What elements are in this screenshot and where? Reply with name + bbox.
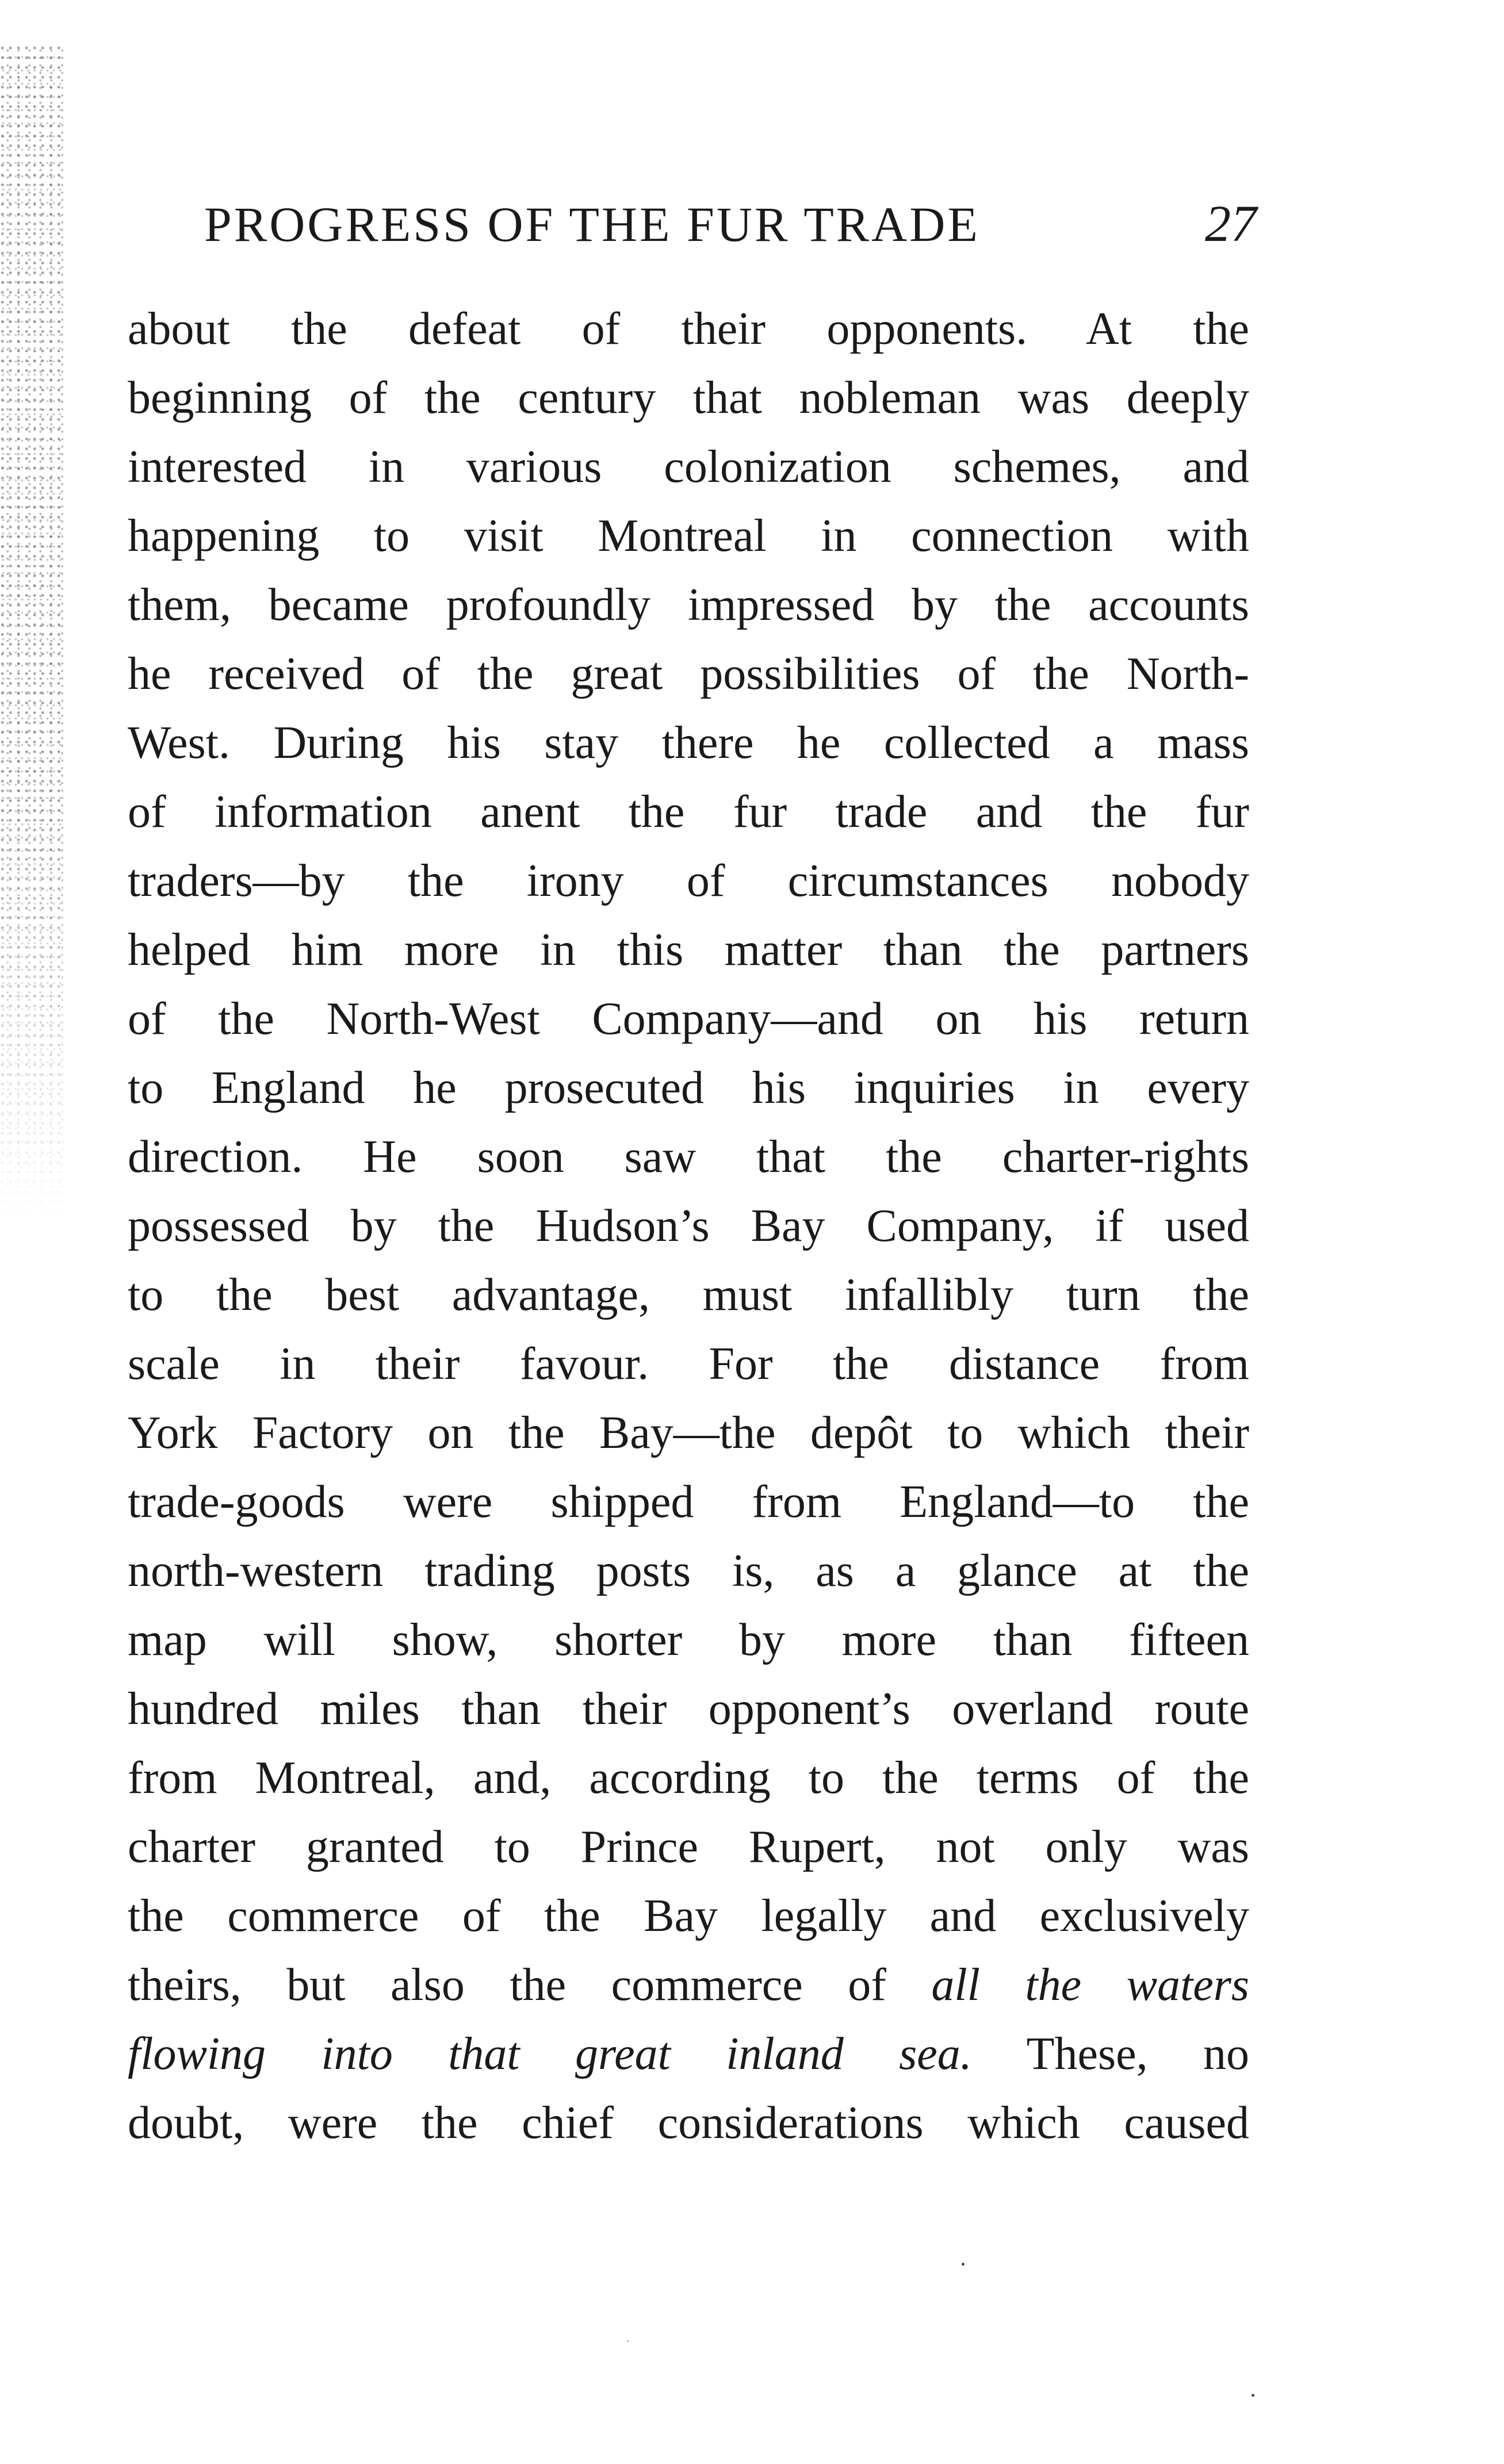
text-run: interested in various colonization schemes, and bbox=[128, 442, 1249, 492]
text-run: West. During his stay there he collected a mass bbox=[128, 718, 1249, 768]
text-run: north-western trading posts is, as a glance at the bbox=[128, 1546, 1249, 1596]
text-run: These, no bbox=[971, 2029, 1249, 2079]
text-line bbox=[128, 432, 1249, 501]
paper-speck bbox=[962, 2263, 965, 2266]
text-line bbox=[128, 777, 1249, 846]
text-line bbox=[128, 501, 1249, 570]
text-line bbox=[128, 1605, 1249, 1674]
body-text bbox=[128, 294, 1249, 2158]
text-run: York Factory on the Bay—the depôt to which their bbox=[128, 1408, 1249, 1458]
running-head bbox=[204, 190, 1257, 259]
page-binding-edge bbox=[0, 46, 63, 1225]
text-run: beginning of the century that nobleman was deeply bbox=[128, 373, 1249, 423]
text-run: doubt, were the chief considerations which caused bbox=[128, 2098, 1249, 2148]
text-run: map will show, shorter by more than fifteen bbox=[128, 1615, 1249, 1665]
text-line bbox=[128, 1812, 1249, 1881]
text-line bbox=[128, 1674, 1249, 1743]
text-line bbox=[128, 363, 1249, 432]
text-run: theirs, but also the commerce of bbox=[128, 1960, 932, 2010]
page-number: 27 bbox=[1205, 196, 1257, 252]
text-line bbox=[128, 984, 1249, 1053]
text-line bbox=[128, 1329, 1249, 1398]
text-line bbox=[128, 1743, 1249, 1812]
text-line bbox=[128, 2089, 1249, 2158]
text-run: scale in their favour. For the distance from bbox=[128, 1339, 1249, 1389]
text-run: to the best advantage, must infallibly turn the bbox=[128, 1270, 1249, 1320]
text-run: about the defeat of their opponents. At the bbox=[128, 304, 1249, 354]
text-line bbox=[128, 1467, 1249, 1536]
text-run: of the North-West Company—and on his return bbox=[128, 994, 1249, 1044]
text-line bbox=[128, 1260, 1249, 1329]
italic-text-run: all the waters bbox=[931, 1960, 1249, 2010]
text-run: traders—by the irony of circumstances nobody bbox=[128, 856, 1249, 906]
text-line bbox=[128, 846, 1249, 915]
text-run: from Montreal, and, according to the terms of the bbox=[128, 1753, 1249, 1803]
text-line bbox=[128, 915, 1249, 984]
text-run: possessed by the Hudson’s Bay Company, if used bbox=[128, 1201, 1249, 1251]
text-line bbox=[128, 1191, 1249, 1260]
paper-speck bbox=[627, 2340, 629, 2342]
text-line bbox=[128, 1881, 1249, 1950]
text-line bbox=[128, 639, 1249, 708]
text-run: hundred miles than their opponent’s overland route bbox=[128, 1684, 1249, 1734]
text-line bbox=[128, 1950, 1249, 2020]
text-run: trade-goods were shipped from England—to the bbox=[128, 1477, 1249, 1527]
text-run: helped him more in this matter than the partners bbox=[128, 925, 1249, 975]
text-run: happening to visit Montreal in connection with bbox=[128, 511, 1249, 561]
text-run: of information anent the fur trade and the fur bbox=[128, 787, 1249, 837]
running-head-title: PROGRESS OF THE FUR TRADE bbox=[204, 197, 980, 252]
text-run: charter granted to Prince Rupert, not only was bbox=[128, 1822, 1249, 1872]
text-line bbox=[128, 2020, 1249, 2089]
text-line bbox=[128, 1053, 1249, 1122]
text-run: he received of the great possibilities of the North- bbox=[128, 649, 1249, 699]
text-line bbox=[128, 570, 1249, 639]
text-line bbox=[128, 294, 1249, 363]
text-line bbox=[128, 1398, 1249, 1467]
text-run: direction. He soon saw that the charter-rights bbox=[128, 1132, 1249, 1182]
text-run: the commerce of the Bay legally and exclusively bbox=[128, 1891, 1249, 1941]
text-run: them, became profoundly impressed by the accounts bbox=[128, 580, 1249, 630]
text-line bbox=[128, 1536, 1249, 1605]
paper-speck bbox=[1252, 2394, 1254, 2397]
text-run: to England he prosecuted his inquiries in every bbox=[128, 1063, 1249, 1113]
text-line bbox=[128, 1122, 1249, 1191]
text-line bbox=[128, 708, 1249, 777]
italic-text-run: flowing into that great inland sea. bbox=[128, 2029, 972, 2079]
